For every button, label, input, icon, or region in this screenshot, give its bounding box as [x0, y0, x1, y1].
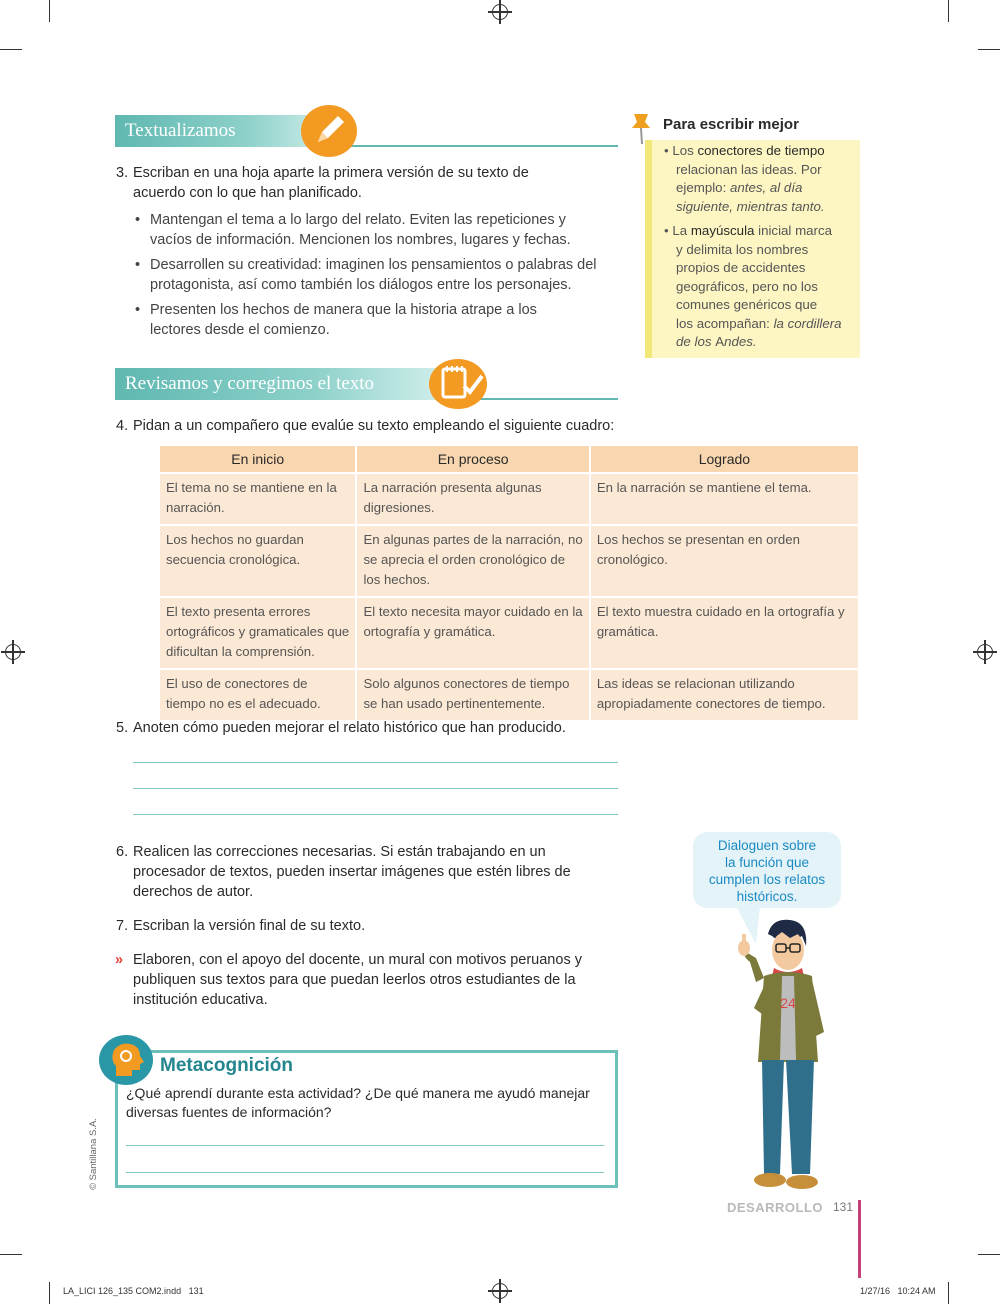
evaluation-table	[158, 444, 860, 722]
question-7: 7. Escriban la versión final de su texto.	[116, 918, 366, 934]
metacognition-title: Metacognición	[160, 1055, 294, 1076]
section-title: Revisamos y corregimos el texto	[125, 373, 375, 394]
registration-mark-icon	[5, 644, 21, 660]
question-text: Escriban en una hoja aparte la primera versión de su texto de	[133, 165, 529, 181]
table-cell: El texto muestra cuidado en la ortografía y gramática.	[590, 597, 859, 669]
registration-mark-icon	[492, 4, 508, 20]
registration-mark-icon	[977, 644, 993, 660]
table-header: En inicio	[159, 445, 356, 473]
table-cell: En la narración se mantiene el tema.	[590, 473, 859, 525]
registration-mark-icon	[492, 1283, 508, 1299]
table-header: En proceso	[356, 445, 589, 473]
crop-mark	[978, 49, 1000, 50]
question-text: acuerdo con lo que han planificado.	[133, 185, 362, 201]
pencil-icon	[300, 104, 358, 158]
crop-mark	[49, 1282, 50, 1304]
list-item: • Desarrollen su creatividad: imaginen los pensamientos o palabras del protagonista, así como también los diálogos entre los personajes.	[135, 257, 597, 293]
crop-mark	[0, 1254, 22, 1255]
tip-item: • La mayúscula inicial marca y delimita los nombres propios de accidentes geográficos, pero no los comunes genéricos que los acompañan: la cordillera de los Andes.	[664, 223, 842, 349]
table-cell: El texto presenta errores ortográficos y gramaticales que dificultan la comprensión.	[159, 597, 356, 669]
table-cell: Los hechos no guardan secuencia cronológica.	[159, 525, 356, 597]
crop-mark	[978, 1254, 1000, 1255]
question-number: 4.	[116, 418, 129, 434]
table-row	[159, 669, 859, 721]
table-row	[159, 525, 859, 597]
table-row	[159, 597, 859, 669]
question-number: 6.	[116, 844, 129, 860]
table-cell: El texto necesita mayor cuidado en la ortografía y gramática.	[356, 597, 589, 669]
table-cell: El uso de conectores de tiempo no es el adecuado.	[159, 669, 356, 721]
clipboard-check-icon	[428, 358, 488, 410]
student-illustration	[728, 912, 828, 1194]
table-header: Logrado	[590, 445, 859, 473]
print-date: 1/27/16 10:24 AM	[860, 1286, 936, 1296]
answer-line[interactable]	[133, 814, 618, 815]
table-cell: La narración presenta algunas digresiones.	[356, 473, 589, 525]
question-5	[116, 718, 733, 738]
section-header-textualizamos	[115, 115, 330, 147]
question-4	[116, 416, 733, 436]
answer-line[interactable]	[133, 788, 618, 789]
question-number: 3.	[116, 165, 129, 181]
table-cell: Las ideas se relacionan utilizando apropiadamente conectores de tiempo.	[590, 669, 859, 721]
table-cell: Los hechos se presentan en orden cronológico.	[590, 525, 859, 597]
head-gears-icon	[98, 1034, 154, 1086]
question-number: 5.	[116, 720, 129, 736]
tip-item: • Los conectores de tiempo relacionan las ideas. Por ejemplo: antes, al día siguiente, mientras tanto.	[664, 143, 825, 214]
speech-bubble: Dialoguen sobre la función que cumplen los relatos históricos.	[693, 832, 841, 908]
table-header-row	[159, 445, 859, 473]
table-cell: El tema no se mantiene en la narración.	[159, 473, 356, 525]
file-slug: LA_LICI 126_135 COM2.indd 131	[63, 1286, 204, 1296]
question-number: 7.	[116, 918, 129, 934]
footer-bar	[858, 1200, 861, 1278]
table-row	[159, 473, 859, 525]
crop-mark	[0, 49, 22, 50]
page-number: 131	[833, 1200, 854, 1214]
table-cell: En algunas partes de la narración, no se aprecia el orden cronológico de los hechos.	[356, 525, 589, 597]
section-label: DESARROLLO	[727, 1200, 823, 1215]
double-chevron-icon: »	[115, 952, 124, 968]
sidebar-title: Para escribir mejor	[663, 116, 799, 133]
header-rule	[330, 145, 618, 147]
crop-mark	[948, 0, 949, 22]
question-text: Anoten cómo pueden mejorar el relato histórico que han producido.	[133, 720, 566, 736]
section-title: Textualizamos	[125, 120, 236, 141]
svg-text:24: 24	[780, 995, 796, 1011]
answer-line[interactable]	[126, 1145, 604, 1146]
metacognition-question: ¿Qué aprendí durante esta actividad? ¿De qué manera me ayudó manejar diversas fuentes de información?	[126, 1085, 590, 1120]
question-6: 6. Realicen las correcciones necesarias. Si están trabajando en un procesador de textos, pueden insertar imágenes que estén libres de derechos de autor.	[116, 844, 571, 900]
question-3	[116, 163, 603, 203]
extra-activity: » Elaboren, con el apoyo del docente, un mural con motivos peruanos y publiquen sus textos para que puedan leerlos otros estudiantes de la institución educativa.	[115, 952, 582, 1008]
copyright-text: © Santillana S.A.	[88, 1118, 99, 1190]
table-cell: Solo algunos conectores de tiempo se han usado pertinentemente.	[356, 669, 589, 721]
section-header-revisamos	[115, 368, 440, 400]
crop-mark	[948, 1282, 949, 1304]
answer-line[interactable]	[126, 1172, 604, 1173]
crop-mark	[49, 0, 50, 22]
question-text: Pidan a un compañero que evalúe su texto empleando el siguiente cuadro:	[133, 418, 615, 434]
answer-line[interactable]	[133, 762, 618, 763]
list-item: • Mantengan el tema a lo largo del relato. Eviten las repeticiones y vacíos de información. Mencionen los nombres, lugares y fechas.	[135, 212, 571, 248]
list-item: • Presenten los hechos de manera que la historia atrape a los lectores desde el comienzo.	[135, 302, 537, 338]
